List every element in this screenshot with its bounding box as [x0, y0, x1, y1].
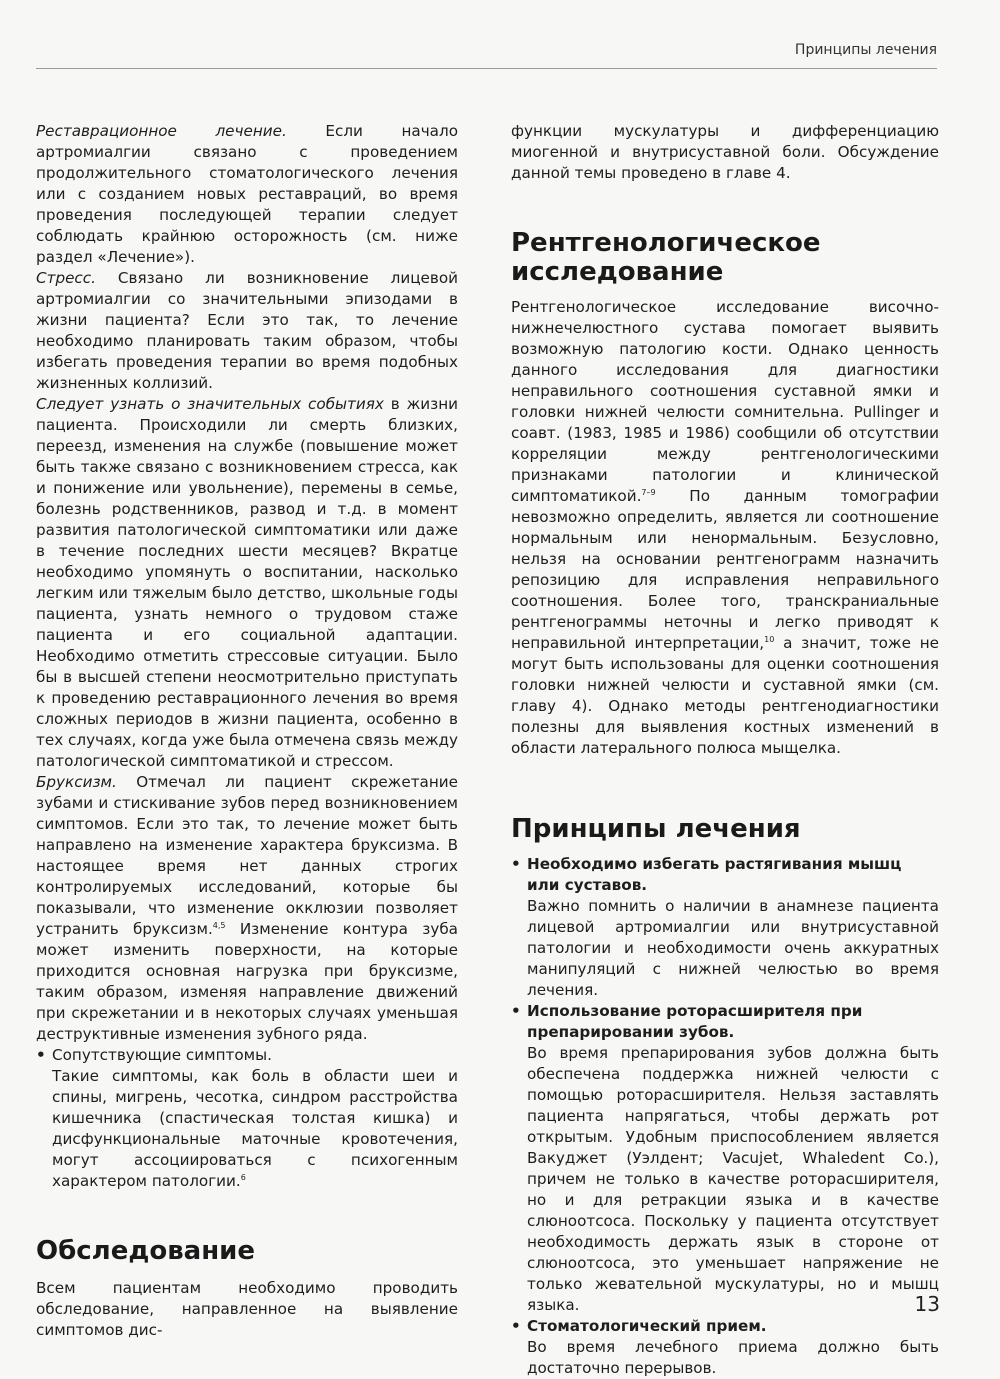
paragraph-bruxism	[36, 772, 458, 1045]
paragraph-body: Отмечал ли пациент скрежетание зубами и стискивание зубов перед возникновением симптомов. Если это так, то лечение может быть направлено на изменение характера бруксизма. В настоящее время нет данных строгих контролируемых исследований, которые бы показывали, что изменение окклюзии позволяет устранить бруксизм.	[36, 773, 458, 938]
citation-superscript: 6	[240, 1173, 246, 1182]
paragraph-body: Изменение контура зуба может изменить поверхности, на которые приходится основная нагрузка при бруксизме, таким образом, изменяя направление движений при скрежетании и в некоторых случаях уменьшая деструктивные изменения зубного ряда.	[36, 920, 458, 1043]
section-heading-examination: Обследование	[36, 1236, 256, 1266]
paragraph-lead: Бруксизм.	[36, 773, 117, 791]
bullet-title: Использование роторасширителя при препарировании зубов.	[527, 1002, 863, 1041]
bullet-body: Важно помнить о наличии в анамнезе пациента лицевой артромиалгии или внутрисуставной патологии и необходимости очень аккуратных манипуляций с нижней челюстью во время лечения.	[527, 897, 939, 999]
bullet-body: Во время лечебного приема должно быть достаточно перерывов.	[527, 1338, 939, 1377]
paragraph-body: Если начало артромиалгии связано с проведением продолжительного стоматологического лечения или с созданием новых реставраций, во время проведения последующей терапии следует соблюдать крайнюю осторожность (см. ниже раздел «Лечение»).	[36, 122, 458, 266]
paragraph-continuation: функции мускулатуры и дифференциацию миогенной и внутрисуставной боли. Обсуждение данной темы проведено в главе 4.	[511, 122, 939, 182]
section-heading-treatment-principles: Принципы лечения	[511, 814, 801, 844]
paragraph-life-events	[36, 394, 458, 772]
bullet-title: Стоматологический прием.	[527, 1317, 767, 1335]
page-number: 13	[914, 1292, 940, 1316]
bullet-icon: •	[511, 1002, 521, 1020]
left-column	[36, 121, 458, 1341]
right-column	[511, 121, 939, 1379]
paragraph-restorative	[36, 121, 458, 268]
paragraph-lead: Реставрационное лечение.	[36, 122, 287, 140]
section-heading-radiography: Рентгенологическое исследование	[511, 228, 821, 287]
citation-superscript: 7–9	[641, 488, 656, 497]
bullet-title: Сопутствующие симптомы.	[52, 1046, 272, 1064]
bullet-icon: •	[511, 855, 521, 873]
paragraph-stress	[36, 268, 458, 394]
bullet-dental-appointment	[511, 1316, 939, 1379]
bullet-body: Во время препарирования зубов должна быть обеспечена поддержка нижней челюсти с помощью роторасширителя. Нельзя заставлять пациента напрягаться, чтобы держать рот открытым. Удобным приспособлением является Вакуджет (Уэлдент; Vacujet, Whaledent Co.), причем не только в качестве роторасширителя, но и для ретракции языка и в качестве слюноотсоса. Поскольку у пациента отсутствует необходимость держать язык в стороне от слюноотсоса, это уменьшает напряжение не только жевательной мускулатуры, но и мышц языка.	[527, 1044, 939, 1314]
paragraph-body: Связано ли возникновение лицевой артромиалгии со значительными эпизодами в жизни пациента? Если это так, то лечение необходимо планировать таким образом, чтобы избегать проведения терапии во время подобных жизненных коллизий.	[36, 269, 458, 392]
paragraph-lead: Следует узнать о значительных событиях	[36, 395, 384, 413]
bullet-mouth-prop	[511, 1001, 939, 1316]
paragraph-radiography: Рентгенологическое исследование височно-нижнечелюстного сустава помогает выявить возможную патологию кости. Однако ценность данного исследования для диагностики неправильного соотношения суставной ямки и головки нижней челюсти сомнительна. Pullinger и соавт. (1983, 1985 и 1986) сообщили об отсутствии корреляции между рентгенологическими признаками патологии и клинической симптоматикой.$^{7-9}$ По данным томографии невозможно определить, является ли соотношение нормальным или ненормальным. Безусловно, нельзя на основании рентгенограмм назначить репозицию для исправления неправильного соотношения. Более того, транскраниальные рентгенограммы неточны и легко приводят к неправильной интерпретации,$^{10}$ а значит, тоже не могут быть использованы для оценки соотношения головки нижней челюсти и суставной ямки (см. главу 4). Однако методы рентгенодиагностики полезны для выявления костных изменений в области латерального полюса мыщелка.	[511, 298, 939, 757]
paragraph-examination: Всем пациентам необходимо проводить обследование, направленное на выявление симптомов дис-	[36, 1279, 458, 1339]
paragraph-lead: Стресс.	[36, 269, 96, 287]
citation-superscript: 4,5	[212, 921, 226, 930]
header-rule	[36, 68, 937, 69]
running-header-title: Принципы лечения	[794, 42, 937, 58]
bullet-title: Необходимо избегать растягивания мышц или суставов.	[527, 855, 902, 894]
citation-superscript: 10	[764, 635, 775, 644]
bullet-avoid-stretching	[511, 854, 939, 1001]
bullet-icon: •	[36, 1046, 46, 1064]
bullet-body: Такие симптомы, как боль в области шеи и спины, мигрень, чесотка, синдром расстройства кишечника (спастическая толстая кишка) и дисфункциональные маточные кровотечения, могут ассоциироваться с психогенным характером патологии.$^6$	[52, 1067, 458, 1190]
bullet-icon: •	[511, 1317, 521, 1335]
bullet-concomitant-symptoms	[36, 1045, 458, 1192]
paragraph-body: в жизни пациента. Происходили ли смерть близких, переезд, изменения на службе (повышение может быть также связано с возникновением стресса, как и понижение или увольнение), перемены в семье, болезнь родственников, развод и т.д. в момент развития патологической симптоматики или даже в течение последних шести месяцев? Вкратце необходимо упомянуть о воспитании, насколько легким или тяжелым было детство, школьные годы пациента, узнать немного о трудовом стаже пациента и его социальной адаптации. Необходимо отметить стрессовые ситуации. Было бы в высшей степени неосмотрительно приступать к проведению реставрационного лечения во время сложных периодов в жизни пациента, особенно в тех случаях, когда уже была отмечена связь между патологической симптоматикой и стрессом.	[36, 395, 458, 770]
